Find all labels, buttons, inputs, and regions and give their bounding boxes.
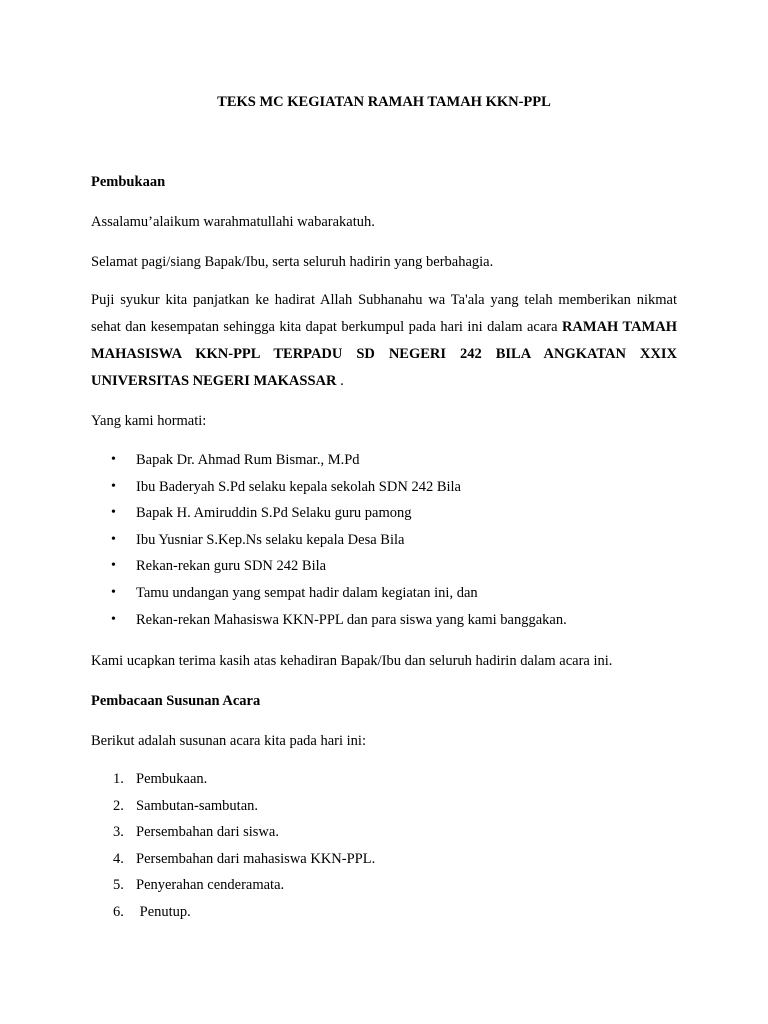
list-item bbox=[91, 793, 677, 820]
list-item bbox=[91, 553, 677, 580]
list-item-text: Bapak Dr. Ahmad Rum Bismar., M.Pd bbox=[136, 452, 360, 468]
bullet-icon: • bbox=[111, 584, 116, 600]
list-item bbox=[91, 447, 677, 474]
list-item bbox=[91, 474, 677, 501]
honored-guests-list bbox=[91, 447, 677, 633]
list-number: 2. bbox=[113, 797, 124, 814]
list-item-text: Rekan-rekan Mahasiswa KKN-PPL dan para siswa yang kami banggakan. bbox=[136, 611, 567, 628]
thanks-paragraph: Kami ucapkan terima kasih atas kehadiran Bapak/Ibu dan seluruh hadirin dalam acara ini. bbox=[91, 653, 613, 669]
bullet-icon: • bbox=[111, 505, 116, 521]
section-heading-pembukaan: Pembukaan bbox=[91, 174, 166, 190]
bullet-icon: • bbox=[111, 452, 116, 467]
list-item bbox=[91, 580, 677, 607]
bullet-icon: • bbox=[111, 558, 116, 574]
list-item-text: Ibu Baderyah S.Pd selaku kepala sekolah SDN 242 Bila bbox=[136, 478, 461, 495]
bullet-icon: • bbox=[111, 611, 116, 627]
list-item bbox=[91, 819, 677, 846]
gratitude-paragraph bbox=[91, 287, 677, 395]
section-heading-susunan-acara: Pembacaan Susunan Acara bbox=[91, 693, 261, 709]
list-item-text: Penutup. bbox=[136, 903, 191, 920]
list-item-text: Persembahan dari mahasiswa KKN-PPL. bbox=[136, 850, 376, 867]
list-item bbox=[91, 846, 677, 873]
list-item bbox=[91, 500, 677, 527]
list-number: 4. bbox=[113, 850, 124, 867]
honored-intro: Yang kami hormati: bbox=[91, 413, 207, 429]
agenda-intro: Berikut adalah susunan acara kita pada hari ini: bbox=[91, 733, 366, 749]
list-item-text: Bapak H. Amiruddin S.Pd Selaku guru pamong bbox=[136, 505, 412, 522]
list-item-text: Pembukaan. bbox=[136, 771, 208, 787]
list-item bbox=[91, 899, 677, 926]
list-item bbox=[91, 527, 677, 554]
gratitude-text: Puji syukur kita panjatkan ke hadirat Allah Subhanahu wa Ta'ala yang telah memberikan nikmat sehat dan kesempatan sehingga kita dapat berkumpul pada hari ini dalam acara bbox=[91, 292, 677, 335]
document-title: TEKS MC KEGIATAN RAMAH TAMAH KKN-PPL bbox=[217, 94, 551, 110]
list-item-text: Sambutan-sambutan. bbox=[136, 797, 259, 814]
list-item-text: Penyerahan cenderamata. bbox=[136, 877, 285, 894]
greeting-paragraph: Assalamu’alaikum warahmatullahi wabarakatuh. bbox=[91, 214, 375, 230]
list-number: 1. bbox=[113, 771, 124, 787]
bullet-icon: • bbox=[111, 478, 116, 494]
salutation-paragraph: Selamat pagi/siang Bapak/Ibu, serta seluruh hadirin yang berbahagia. bbox=[91, 254, 494, 270]
list-item-text: Ibu Yusniar S.Kep.Ns selaku kepala Desa Bila bbox=[136, 531, 405, 548]
list-item-text: Tamu undangan yang sempat hadir dalam kegiatan ini, dan bbox=[136, 584, 478, 601]
list-number: 6. bbox=[113, 903, 124, 920]
list-item bbox=[91, 607, 677, 634]
list-number: 5. bbox=[113, 877, 124, 894]
list-item bbox=[91, 872, 677, 899]
list-item-text: Rekan-rekan guru SDN 242 Bila bbox=[136, 558, 327, 575]
list-number: 3. bbox=[113, 824, 124, 841]
agenda-list bbox=[91, 766, 677, 926]
gratitude-end: . bbox=[336, 373, 344, 389]
bullet-icon: • bbox=[111, 531, 116, 547]
list-item-text: Persembahan dari siswa. bbox=[136, 824, 279, 841]
gratitude-event-name: RAMAH TAMAH MAHASISWA KKN-PPL TERPADU SD NEGERI 242 BILA ANGKATAN XXIX UNIVERSITAS NEGERI MAKASSAR bbox=[91, 319, 677, 389]
list-item bbox=[91, 766, 677, 793]
